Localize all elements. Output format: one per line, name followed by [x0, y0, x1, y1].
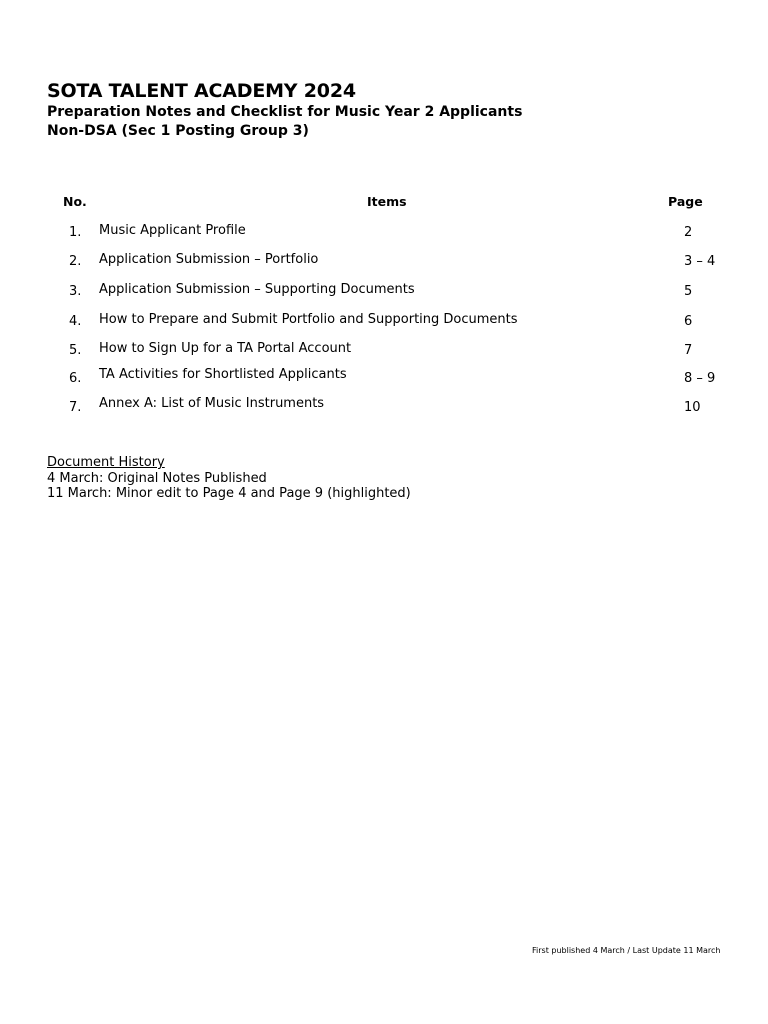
row-number: 1.	[69, 225, 82, 240]
table-row	[0, 367, 768, 389]
column-header-no: No.	[63, 194, 87, 209]
table-row	[0, 282, 768, 304]
row-item: Music Applicant Profile	[99, 223, 246, 238]
row-item: Application Submission – Portfolio	[99, 252, 319, 267]
table-row	[0, 341, 768, 363]
row-item: Annex A: List of Music Instruments	[99, 396, 325, 411]
document-history-title: Document History	[47, 455, 165, 470]
row-number: 4.	[69, 314, 82, 329]
history-entry: 4 March: Original Notes Published	[47, 470, 267, 486]
row-page: 2	[684, 225, 693, 240]
table-row	[0, 252, 768, 274]
row-item: How to Prepare and Submit Portfolio and Supporting Documents	[99, 312, 518, 327]
row-number: 7.	[69, 400, 82, 415]
row-page: 5	[684, 284, 693, 299]
document-subtitle: Preparation Notes and Checklist for Music Year 2 Applicants	[47, 104, 523, 120]
row-item: Application Submission – Supporting Documents	[99, 282, 415, 297]
row-number: 3.	[69, 284, 82, 299]
page-footer: First published 4 March / Last Update 11 March	[532, 946, 721, 955]
row-page: 7	[684, 343, 693, 358]
row-number: 2.	[69, 254, 82, 269]
table-row	[0, 312, 768, 334]
row-page: 8 – 9	[684, 371, 716, 386]
row-item: How to Sign Up for a TA Portal Account	[99, 341, 352, 356]
history-entry: 11 March: Minor edit to Page 4 and Page 9 (highlighted)	[47, 486, 411, 501]
row-page: 6	[684, 314, 693, 329]
row-item: TA Activities for Shortlisted Applicants	[99, 367, 347, 382]
document-subtitle-group: Non-DSA (Sec 1 Posting Group 3)	[47, 123, 309, 139]
row-number: 6.	[69, 371, 82, 386]
table-row	[0, 396, 768, 418]
row-page: 10	[684, 400, 701, 415]
document-history	[47, 455, 411, 502]
row-page: 3 – 4	[684, 254, 716, 269]
row-number: 5.	[69, 343, 82, 358]
document-title: SOTA TALENT ACADEMY 2024	[47, 80, 356, 102]
column-header-page: Page	[668, 194, 703, 209]
table-row	[0, 223, 768, 245]
column-header-items: Items	[367, 194, 407, 209]
